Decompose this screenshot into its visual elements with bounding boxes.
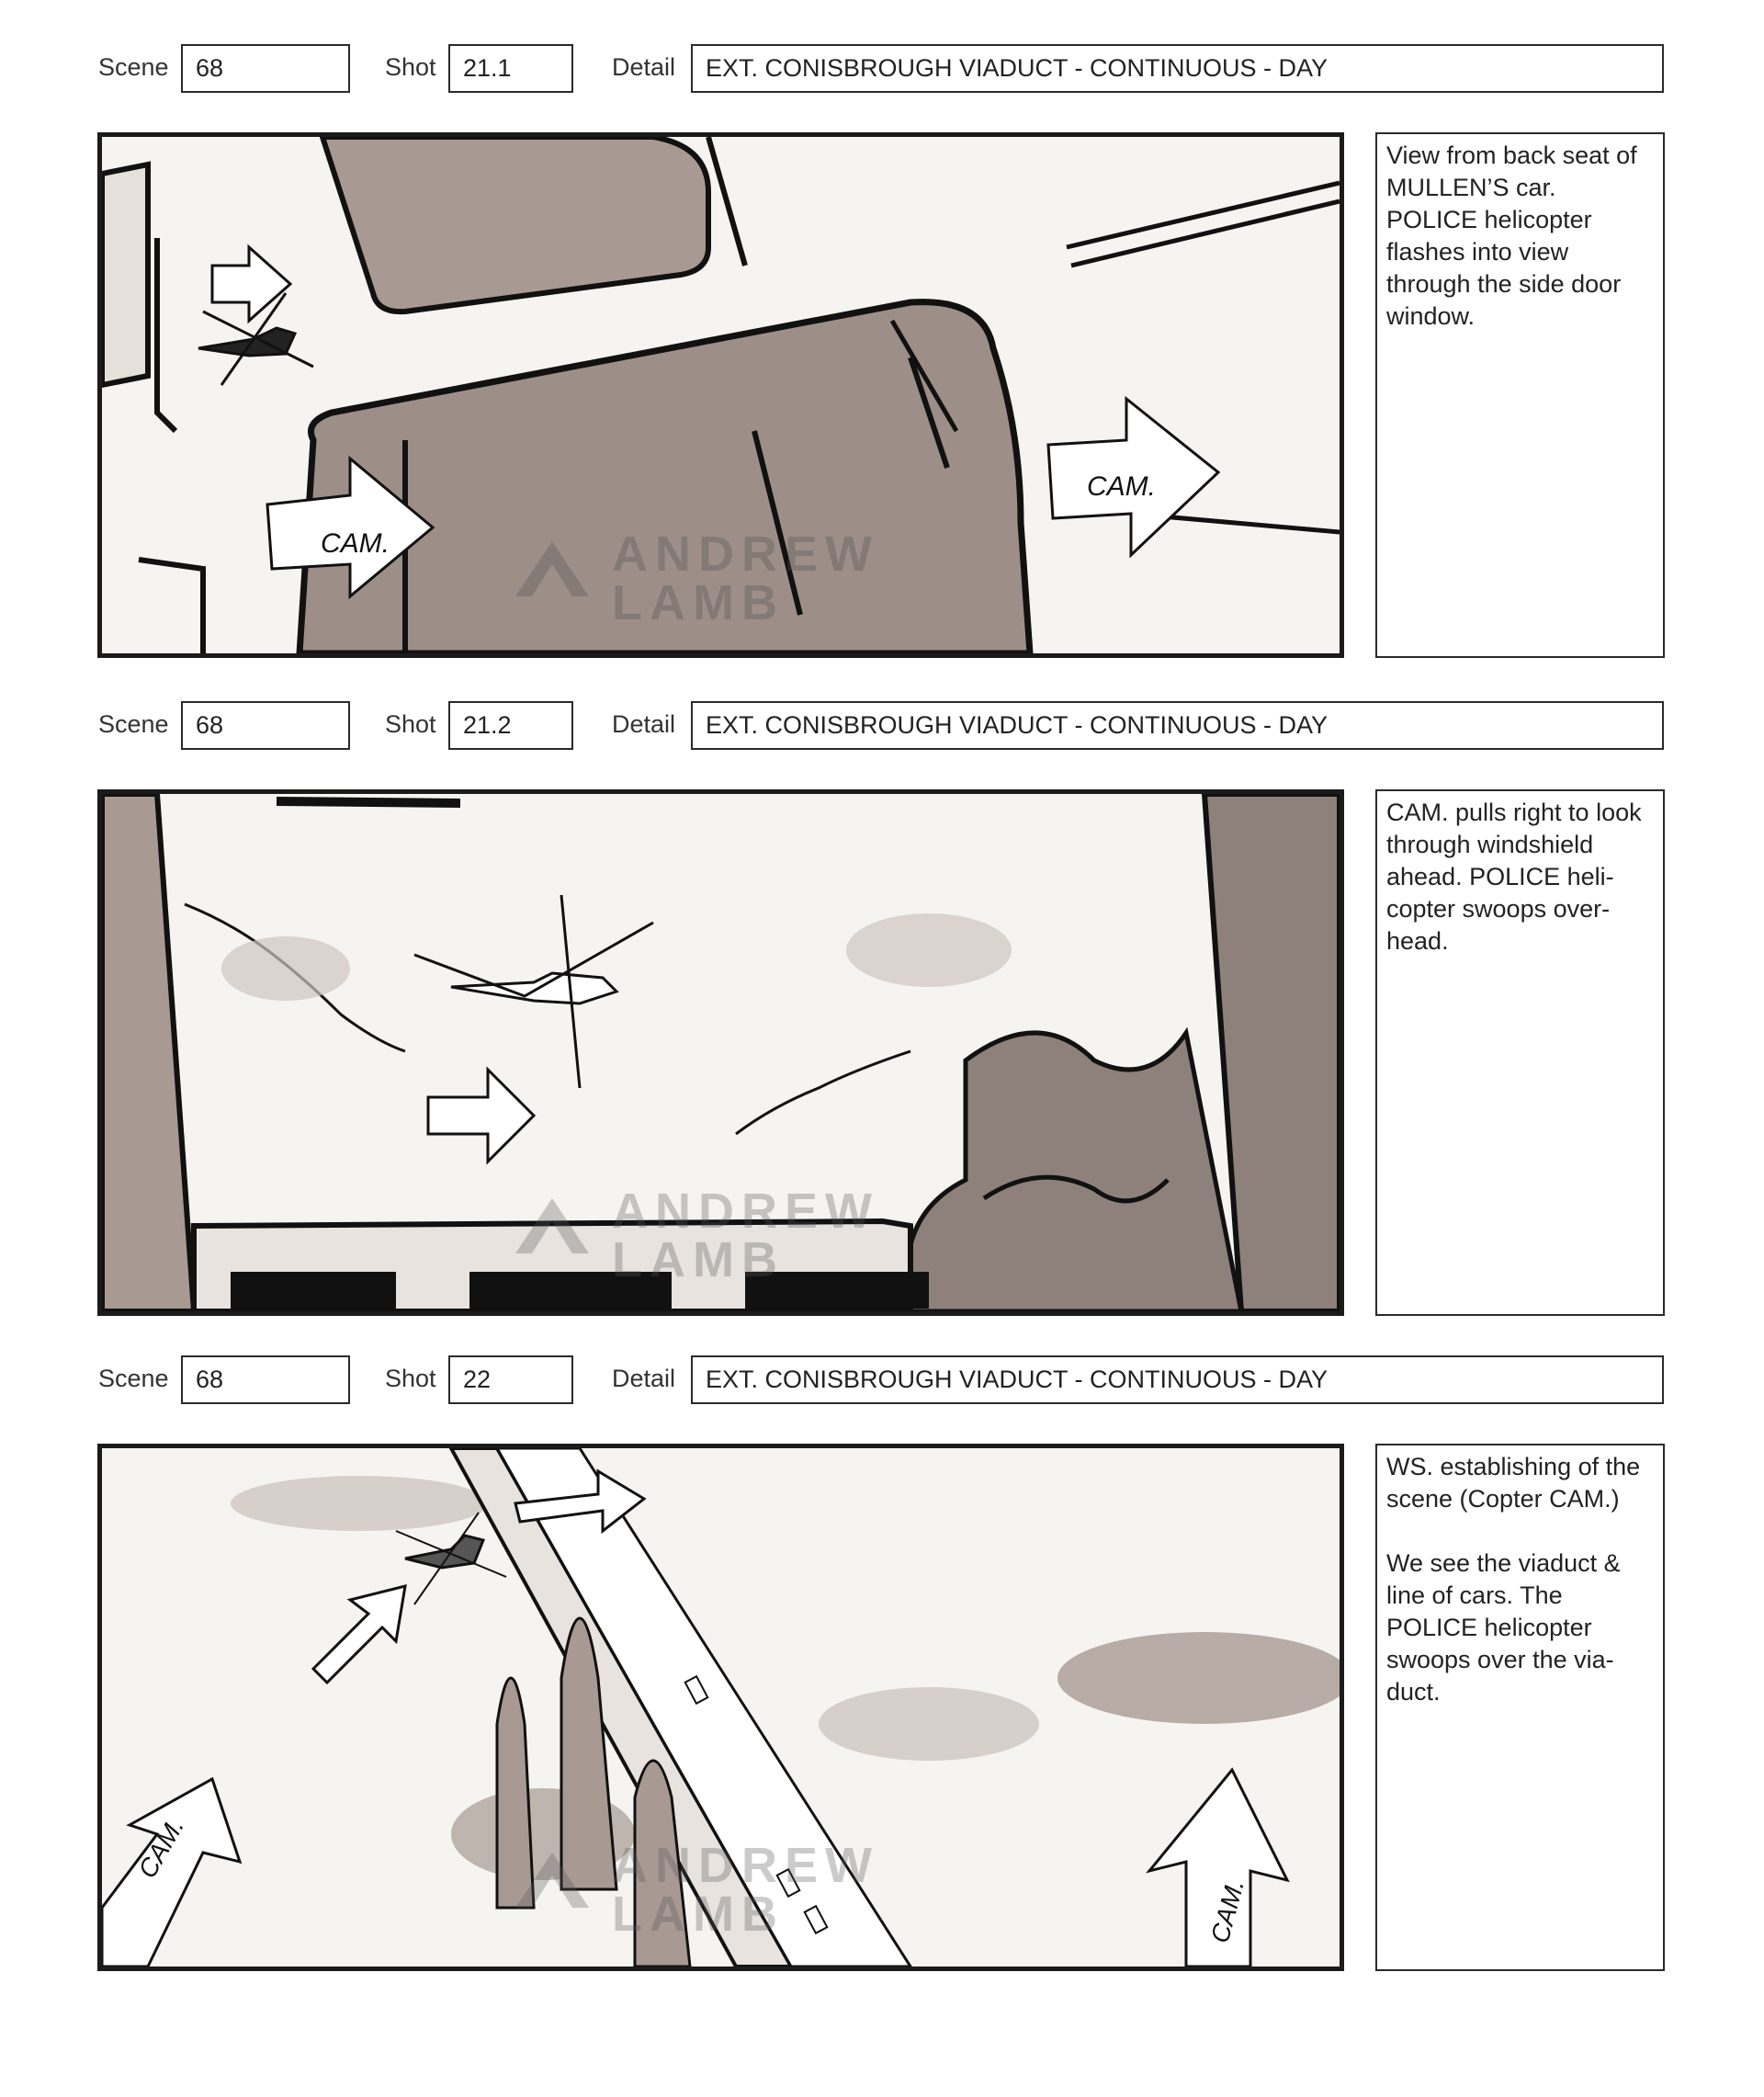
detail-label: Detail bbox=[612, 710, 676, 738]
shot-notes-2: CAM. pulls right to look through windshield ahead. POLICE heli-copter swoops over-head. bbox=[1375, 789, 1665, 1316]
shot-notes-3: WS. establishing of the scene (Copter CAM.) We see the viaduct & line of cars. The POLICE helicopter swoops over the via-duct. bbox=[1375, 1444, 1665, 1971]
detail-field[interactable]: EXT. CONISBROUGH VIADUCT - CONTINUOUS - DAY bbox=[691, 44, 1664, 93]
shot-field[interactable]: 22 bbox=[448, 1355, 573, 1404]
watermark-line2: LAMB bbox=[612, 575, 785, 630]
panel-2-drawing bbox=[102, 794, 1340, 1311]
cam-label-right: CAM. bbox=[1204, 1876, 1250, 1946]
watermark-line1: ANDREW bbox=[612, 1838, 879, 1893]
watermark-line1: ANDREW bbox=[612, 1184, 879, 1239]
panel-1-drawing bbox=[102, 137, 1340, 653]
shot-field[interactable]: 21.2 bbox=[448, 701, 573, 750]
scene-field[interactable]: 68 bbox=[181, 44, 350, 93]
scene-label: Scene bbox=[98, 53, 169, 81]
shot-field[interactable]: 21.1 bbox=[448, 44, 573, 93]
storyboard-panel-3 bbox=[97, 1444, 1344, 1971]
storyboard-panel-1 bbox=[97, 132, 1344, 658]
watermark-line1: ANDREW bbox=[612, 527, 879, 582]
scene-label: Scene bbox=[98, 710, 169, 738]
panel-3-drawing bbox=[102, 1448, 1340, 1967]
scene-field[interactable]: 68 bbox=[181, 701, 350, 750]
scene-label: Scene bbox=[98, 1365, 169, 1392]
cam-label-right: CAM. bbox=[1087, 471, 1156, 502]
watermark-line2: LAMB bbox=[612, 1232, 785, 1287]
storyboard-panel-2 bbox=[97, 789, 1344, 1316]
shot-label: Shot bbox=[385, 1365, 436, 1392]
cam-label-left: CAM. bbox=[132, 1812, 190, 1883]
detail-field[interactable]: EXT. CONISBROUGH VIADUCT - CONTINUOUS - DAY bbox=[691, 701, 1664, 750]
detail-field[interactable]: EXT. CONISBROUGH VIADUCT - CONTINUOUS - DAY bbox=[691, 1355, 1664, 1404]
shot-notes-1: View from back seat of MULLEN’S car. POLICE helicopter flashes into view through the side door window. bbox=[1375, 132, 1665, 658]
detail-label: Detail bbox=[612, 53, 676, 81]
detail-label: Detail bbox=[612, 1365, 676, 1392]
scene-field[interactable]: 68 bbox=[181, 1355, 350, 1404]
watermark-line2: LAMB bbox=[612, 1887, 785, 1942]
shot-label: Shot bbox=[385, 53, 436, 81]
shot-label: Shot bbox=[385, 710, 436, 738]
cam-label-left: CAM. bbox=[321, 528, 390, 559]
